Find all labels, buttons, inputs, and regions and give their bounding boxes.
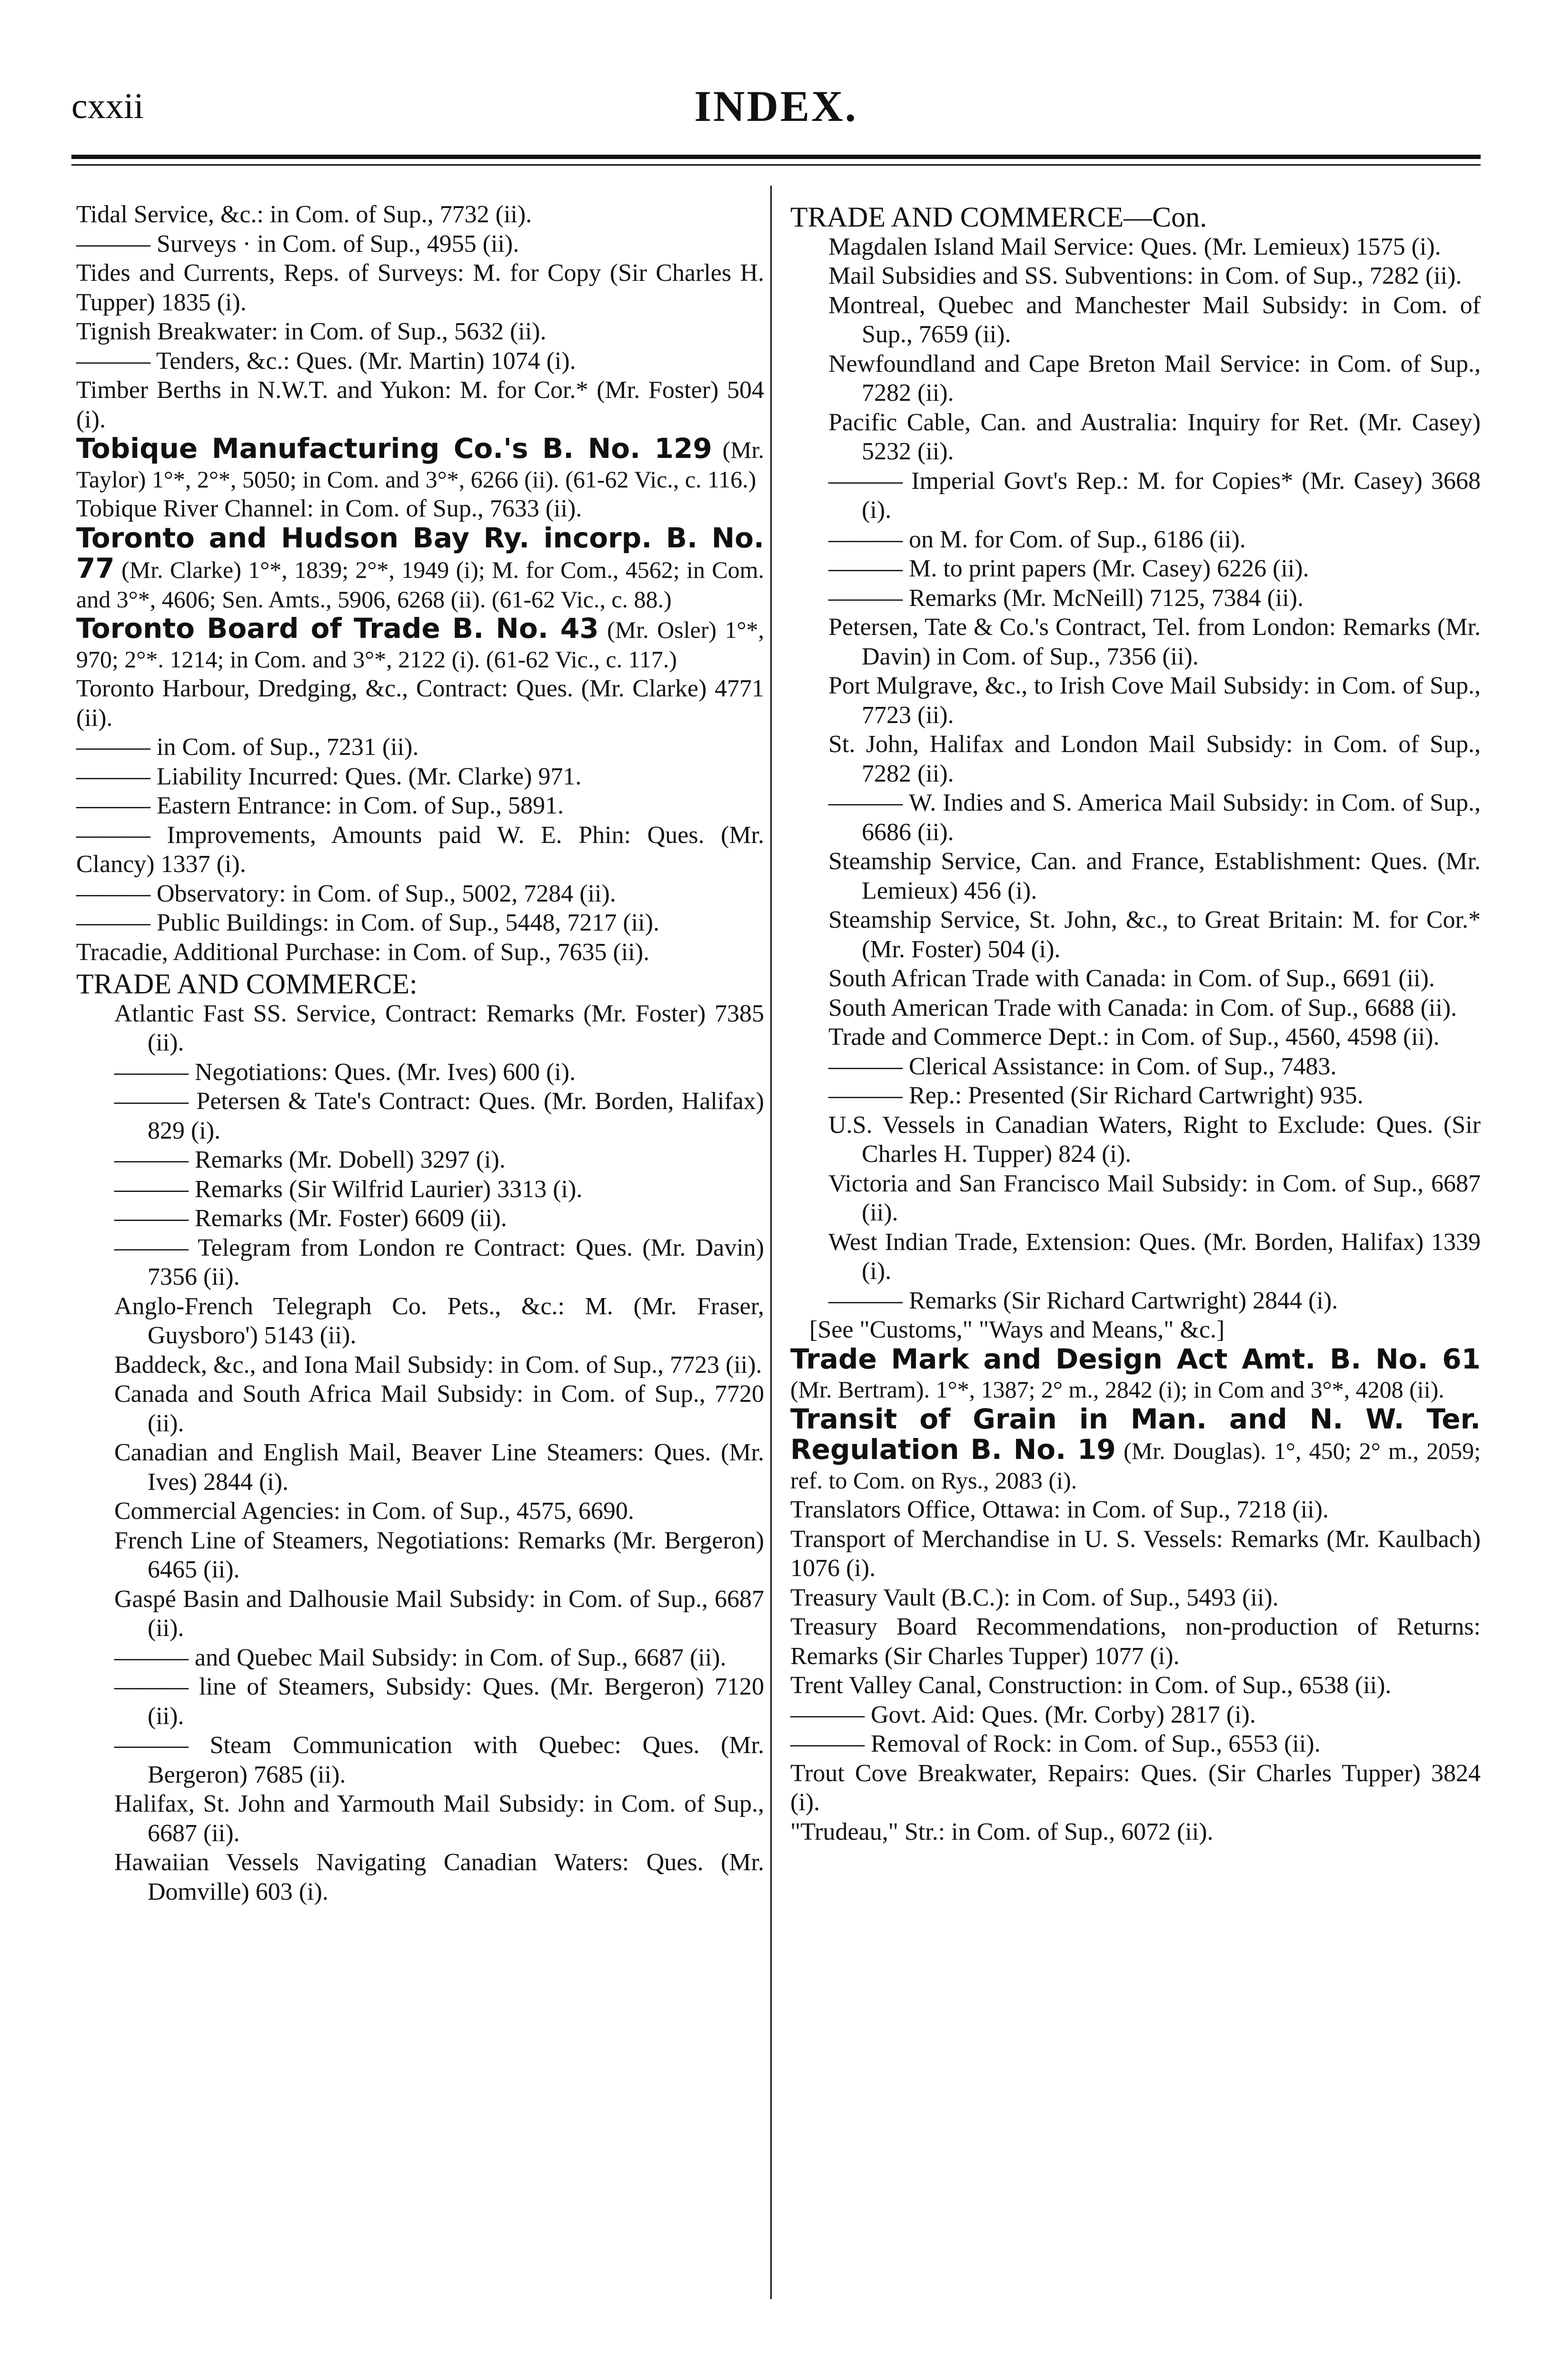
index-entry-bill: [76, 434, 764, 494]
index-entry: ——— Observatory: in Com. of Sup., 5002, 7284 (ii).: [76, 880, 616, 907]
bill-details: (Mr. Bertram). 1°*, 1387; 2° m., 2842 (i); in Com and 3°*, 4208 (ii).: [790, 1376, 1444, 1403]
index-subentry: ——— Clerical Assistance: in Com. of Sup., 7483.: [828, 1052, 1337, 1080]
index-subentry: ——— Remarks (Sir Richard Cartwright) 2844 (i).: [828, 1287, 1338, 1314]
index-entry-bill: [76, 521, 764, 615]
index-entry: Trent Valley Canal, Construction: in Com. of Sup., 6538 (ii).: [790, 1672, 1392, 1699]
index-entry: ——— Eastern Entrance: in Com. of Sup., 5891.: [76, 792, 564, 819]
index-entry: Treasury Board Recommendations, non-production of Returns: Remarks (Sir Charles Tupper) 1077 (i).: [790, 1613, 1481, 1670]
index-subentry: Steamship Service, Can. and France, Establishment: Ques. (Mr. Lemieux) 456 (i).: [828, 848, 1481, 904]
index-subentry: ——— and Quebec Mail Subsidy: in Com. of Sup., 6687 (ii).: [114, 1644, 727, 1671]
index-subentry: ——— Rep.: Presented (Sir Richard Cartwright) 935.: [828, 1082, 1364, 1109]
index-entry: ——— Improvements, Amounts paid W. E. Phin: Ques. (Mr. Clancy) 1337 (i).: [76, 821, 764, 878]
index-subentry: French Line of Steamers, Negotiations: Remarks (Mr. Bergeron) 6465 (ii).: [114, 1527, 764, 1583]
bill-details: (Mr. Osler) 1°*, 970; 2°*. 1214; in Com. and 3°*, 2122 (i). (61-62 Vic., c. 117.): [76, 616, 764, 673]
index-subentry: Trade and Commerce Dept.: in Com. of Sup., 4560, 4598 (ii).: [828, 1023, 1440, 1051]
bill-heading: Trade Mark and Design Act Amt. B. No. 61: [790, 1342, 1481, 1375]
index-entry: Tobique River Channel: in Com. of Sup., 7633 (ii).: [76, 495, 582, 522]
column-divider: [770, 186, 772, 2299]
index-subentry: Steamship Service, St. John, &c., to Great Britain: M. for Cor.* (Mr. Foster) 504 (i).: [828, 906, 1481, 963]
header-rule-thick: [71, 155, 1481, 159]
index-subentry: ——— Petersen & Tate's Contract: Ques. (Mr. Borden, Halifax) 829 (i).: [114, 1088, 764, 1144]
index-entry-bill: [790, 1342, 1481, 1405]
index-subentry: ——— Remarks (Sir Wilfrid Laurier) 3313 (i).: [114, 1175, 583, 1203]
section-heading: TRADE AND COMMERCE:: [76, 968, 418, 1000]
index-entry: Translators Office, Ottawa: in Com. of Sup., 7218 (ii).: [790, 1496, 1329, 1523]
bill-details: (Mr. Clarke) 1°*, 1839; 2°*, 1949 (i); M. for Com., 4562; in Com. and 3°*, 4606; Sen. Amts., 5906, 6268 (ii). (61-62 Vic., c. 88.): [76, 556, 764, 613]
index-subentry: Halifax, St. John and Yarmouth Mail Subsidy: in Com. of Sup., 6687 (ii).: [114, 1790, 764, 1847]
index-subentry: ——— Steam Communication with Quebec: Ques. (Mr. Bergeron) 7685 (ii).: [114, 1732, 764, 1788]
index-subentry: ——— Remarks (Mr. Foster) 6609 (ii).: [114, 1205, 507, 1232]
index-subentry: Port Mulgrave, &c., to Irish Cove Mail Subsidy: in Com. of Sup., 7723 (ii).: [828, 672, 1481, 729]
index-column-right: [790, 200, 1481, 1846]
index-subentry: ——— line of Steamers, Subsidy: Ques. (Mr. Bergeron) 7120 (ii).: [114, 1673, 764, 1730]
index-subentry: ——— Remarks (Mr. McNeill) 7125, 7384 (ii).: [828, 584, 1304, 612]
page-header: [71, 81, 1481, 133]
index-subentry: Canadian and English Mail, Beaver Line Steamers: Ques. (Mr. Ives) 2844 (i).: [114, 1439, 764, 1496]
bill-details: (Mr. Taylor) 1°*, 2°*, 5050; in Com. and 3°*, 6266 (ii). (61-62 Vic., c. 116.): [76, 436, 765, 493]
bill-details: (Mr. Douglas). 1°, 450; 2° m., 2059; ref. to Com. on Rys., 2083 (i).: [790, 1438, 1481, 1494]
index-entry: Toronto Harbour, Dredging, &c., Contract: Ques. (Mr. Clarke) 4771 (ii).: [76, 675, 764, 732]
index-entry: Treasury Vault (B.C.): in Com. of Sup., 5493 (ii).: [790, 1584, 1279, 1611]
index-subentry: Anglo-French Telegraph Co. Pets., &c.: M. (Mr. Fraser, Guysboro') 5143 (ii).: [114, 1292, 764, 1349]
index-entry: ——— Liability Incurred: Ques. (Mr. Clarke) 971.: [76, 763, 582, 790]
index-entry: Tides and Currents, Reps. of Surveys: M. for Copy (Sir Charles H. Tupper) 1835 (i).: [76, 259, 764, 316]
index-entry-bill: [790, 1402, 1481, 1496]
index-subentry: Newfoundland and Cape Breton Mail Service: in Com. of Sup., 7282 (ii).: [828, 350, 1481, 407]
index-subentry: Gaspé Basin and Dalhousie Mail Subsidy: in Com. of Sup., 6687 (ii).: [114, 1585, 764, 1642]
index-entry: Tidal Service, &c.: in Com. of Sup., 7732 (ii).: [76, 201, 532, 228]
index-subentry: West Indian Trade, Extension: Ques. (Mr. Borden, Halifax) 1339 (i).: [828, 1228, 1481, 1285]
index-subentry: Baddeck, &c., and Iona Mail Subsidy: in Com. of Sup., 7723 (ii).: [114, 1351, 762, 1378]
index-subentry: Atlantic Fast SS. Service, Contract: Remarks (Mr. Foster) 7385 (ii).: [114, 1000, 764, 1056]
index-subentry: Pacific Cable, Can. and Australia: Inquiry for Ret. (Mr. Casey) 5232 (ii).: [828, 408, 1481, 465]
index-entry: ——— Surveys · in Com. of Sup., 4955 (ii).: [76, 230, 519, 258]
index-entry: ——— Govt. Aid: Ques. (Mr. Corby) 2817 (i).: [790, 1701, 1256, 1728]
index-subentry: ——— Negotiations: Ques. (Mr. Ives) 600 (i).: [114, 1058, 576, 1086]
index-subentry: ——— Remarks (Mr. Dobell) 3297 (i).: [114, 1146, 506, 1173]
index-entry: ——— Removal of Rock: in Com. of Sup., 6553 (ii).: [790, 1730, 1321, 1757]
index-entry: ——— Public Buildings: in Com. of Sup., 5448, 7217 (ii).: [76, 909, 659, 936]
index-subentry: Commercial Agencies: in Com. of Sup., 4575, 6690.: [114, 1497, 634, 1525]
index-subentry: U.S. Vessels in Canadian Waters, Right to Exclude: Ques. (Sir Charles H. Tupper) 824 (i).: [828, 1111, 1481, 1168]
bill-heading: Transit of Grain in Man. and N. W. Ter. Regulation B. No. 19: [790, 1402, 1481, 1466]
index-subentry: Petersen, Tate & Co.'s Contract, Tel. from London: Remarks (Mr. Davin) in Com. of Sup., 7356 (ii).: [828, 614, 1481, 670]
index-subentry: South American Trade with Canada: in Com. of Sup., 6688 (ii).: [828, 994, 1457, 1021]
index-entry: Tracadie, Additional Purchase: in Com. of Sup., 7635 (ii).: [76, 938, 650, 966]
index-subentry: St. John, Halifax and London Mail Subsidy: in Com. of Sup., 7282 (ii).: [828, 731, 1481, 787]
index-subentry: ——— on M. for Com. of Sup., 6186 (ii).: [828, 526, 1246, 553]
page-number: cxxii: [71, 86, 144, 126]
index-entry: Timber Berths in N.W.T. and Yukon: M. for Cor.* (Mr. Foster) 504 (i).: [76, 377, 764, 433]
index-subentry: ——— Telegram from London re Contract: Ques. (Mr. Davin) 7356 (ii).: [114, 1234, 764, 1290]
bill-heading: Tobique Manufacturing Co.'s B. No. 129: [76, 432, 712, 465]
bill-heading: Toronto and Hudson Bay Ry. incorp. B. No. 77: [76, 521, 764, 585]
page-title: INDEX.: [694, 82, 858, 130]
index-entry: Trout Cove Breakwater, Repairs: Ques. (Sir Charles Tupper) 3824 (i).: [790, 1759, 1481, 1816]
index-entry-bill: [76, 614, 764, 674]
index-entry: ——— Tenders, &c.: Ques. (Mr. Martin) 1074 (i).: [76, 347, 576, 375]
cross-reference: [See "Customs," "Ways and Means," &c.]: [809, 1316, 1225, 1343]
index-subentry: South African Trade with Canada: in Com. of Sup., 6691 (ii).: [828, 965, 1435, 992]
index-subentry: Canada and South Africa Mail Subsidy: in Com. of Sup., 7720 (ii).: [114, 1380, 764, 1437]
index-entry: Transport of Merchandise in U. S. Vessels: Remarks (Mr. Kaulbach) 1076 (i).: [790, 1525, 1481, 1582]
bill-heading: Toronto Board of Trade B. No. 43: [76, 612, 599, 645]
index-subentry: Hawaiian Vessels Navigating Canadian Waters: Ques. (Mr. Domville) 603 (i).: [114, 1849, 764, 1905]
index-subentry: Mail Subsidies and SS. Subventions: in Com. of Sup., 7282 (ii).: [828, 262, 1462, 289]
section-heading: TRADE AND COMMERCE—Con.: [790, 201, 1207, 233]
index-column-left: [76, 200, 764, 1906]
index-entry: "Trudeau," Str.: in Com. of Sup., 6072 (ii).: [790, 1818, 1214, 1845]
index-subentry: Victoria and San Francisco Mail Subsidy: in Com. of Sup., 6687 (ii).: [828, 1170, 1481, 1226]
index-subentry: ——— Imperial Govt's Rep.: M. for Copies* (Mr. Casey) 3668 (i).: [828, 467, 1481, 524]
header-rule-thin: [71, 164, 1481, 166]
index-subentry: Magdalen Island Mail Service: Ques. (Mr. Lemieux) 1575 (i).: [828, 233, 1441, 260]
index-subentry: ——— M. to print papers (Mr. Casey) 6226 (ii).: [828, 555, 1309, 582]
index-entry: Tignish Breakwater: in Com. of Sup., 5632 (ii).: [76, 318, 547, 345]
index-subentry: Montreal, Quebec and Manchester Mail Subsidy: in Com. of Sup., 7659 (ii).: [828, 291, 1481, 348]
index-entry: ——— in Com. of Sup., 7231 (ii).: [76, 734, 419, 761]
index-subentry: ——— W. Indies and S. America Mail Subsidy: in Com. of Sup., 6686 (ii).: [828, 789, 1481, 846]
